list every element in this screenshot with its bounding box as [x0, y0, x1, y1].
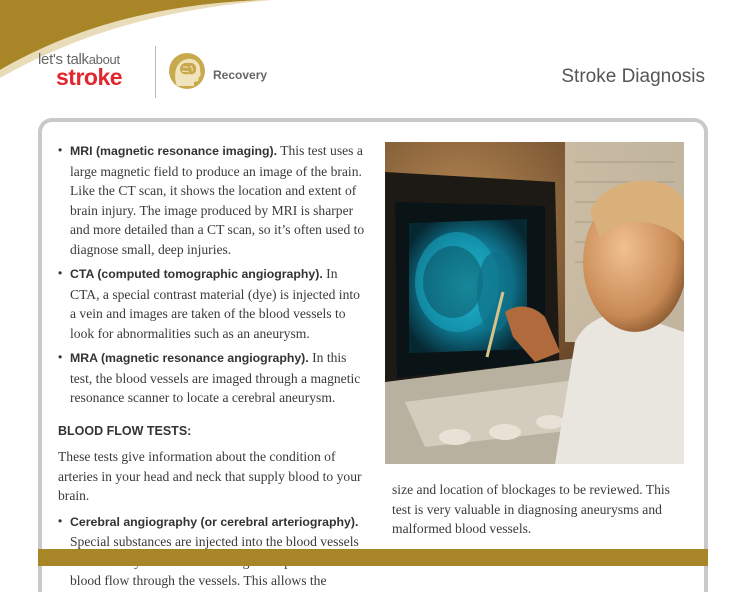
page-title: Stroke Diagnosis	[561, 66, 705, 87]
brand-stroke: stroke	[56, 64, 123, 90]
brain-head-icon	[168, 52, 206, 94]
angiography-text: Special substances are injected into the blood vessels blood flow through the vessels. This allows the	[70, 534, 359, 588]
mri-term: MRI (magnetic resonance imaging).	[70, 144, 278, 158]
footer-bar	[38, 549, 708, 566]
brand-about: about	[88, 52, 120, 67]
cta-term: CTA (computed tomographic angiography).	[70, 267, 323, 281]
section-label: Recovery	[213, 68, 268, 82]
mra-item	[58, 348, 368, 408]
mri-text: This test uses a large magnetic field to produce an image of the brain. Like the CT scan, it shows the location and extent of brain injury. The image produced by MRI is sharper and more detailed than a CT scan, so it’s often used to diagnose small, deep injuries.	[70, 143, 365, 257]
header-divider	[155, 46, 156, 98]
blood-flow-intro: These tests give information about the condition of arteries in your head and neck that supply blood to your brain.	[58, 449, 362, 503]
cta-text: In CTA, a special contrast material (dye) is injected into a vein and images are taken of the blood vessels to look for abnormalities such as an aneurysm.	[70, 266, 360, 341]
doctor-mri-photo	[385, 142, 684, 464]
angiography-term: Cerebral angiography (or cerebral arteriography).	[70, 514, 359, 529]
mra-text: In this test, the blood vessels are imaged through a magnetic resonance scanner to locate a cerebral aneurysm.	[70, 350, 361, 405]
right-column-continuation: size and location of blockages to be reviewed. This test is very valuable in diagnosing aneurysms and malformed blood vessels.	[392, 482, 670, 536]
brand-logo	[38, 52, 122, 89]
blood-flow-heading: BLOOD FLOW TESTS:	[58, 423, 192, 438]
mri-item	[58, 141, 368, 259]
brand-lets-talk: let's talk	[38, 51, 89, 68]
mra-term: MRA (magnetic resonance angiography).	[70, 351, 309, 365]
left-column	[58, 141, 368, 596]
cta-item	[58, 264, 368, 343]
